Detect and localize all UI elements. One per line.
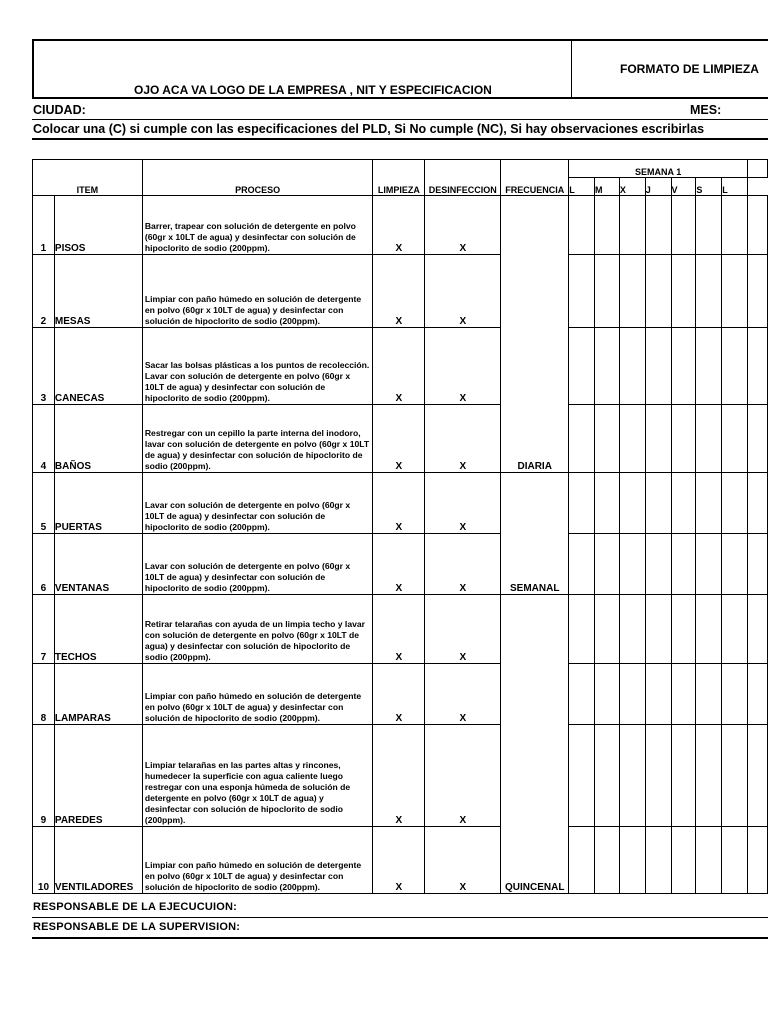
empty-cell [748,160,768,178]
check-cell[interactable] [619,405,645,473]
row-proceso-text: Retirar telarañas con ayuda de un limpia techo y lavar con solución de detergente en polvo (60gr x 10LT de agua) y desinfectar con solución de hipoclorito de sodio (200ppm). [144,619,366,662]
check-cell[interactable] [569,405,595,473]
row-limpieza: X [373,595,425,664]
row-proceso [142,255,373,328]
row-limpieza: X [373,473,425,534]
row-limpieza: X [373,534,425,595]
check-cell[interactable] [645,328,671,405]
check-cell[interactable] [671,827,696,894]
row-number: 8 [33,664,55,725]
check-cell[interactable] [619,196,645,255]
row-limpieza: X [373,827,425,894]
row-item: VENTANAS [54,534,142,595]
row-proceso-text: Lavar con solución de detergente en polvo (60gr x 10LT de agua) y desinfectar con solución de hipoclorito de sodio (200ppm). [144,500,351,532]
check-cell[interactable] [595,664,620,725]
check-cell[interactable] [748,534,768,595]
check-cell[interactable] [696,473,722,534]
check-cell[interactable] [619,255,645,328]
check-cell[interactable] [748,196,768,255]
row-proceso [142,595,373,664]
check-cell[interactable] [569,196,595,255]
check-cell[interactable] [748,827,768,894]
check-cell[interactable] [619,473,645,534]
row-proceso [142,473,373,534]
header-frecuencia: FRECUENCIA [501,160,569,196]
row-item: LAMPARAS [54,664,142,725]
row-limpieza: X [373,255,425,328]
table-row [33,196,768,255]
row-proceso-text: Limpiar con paño húmedo en solución de detergente en polvo (60gr x 10LT de agua) y desinfectar con solución de hipoclorito de sodio (200ppm). [144,860,362,892]
row-limpieza: X [373,405,425,473]
table-row [33,255,768,328]
row-proceso-text: Limpiar telarañas en las partes altas y rincones, humedecer la superficie con agua caliente luego restregar con una esponja húmeda de solución de detergente en polvo (60gr x 10LT de agua) y desinfectar con solución de hipoclorito de sodio (200ppm). [144,760,351,825]
row-desinfeccion: X [425,827,501,894]
row-desinfeccion: X [425,405,501,473]
mes-label: MES: [690,103,722,117]
row-proceso [142,196,373,255]
check-cell[interactable] [645,405,671,473]
table-row [33,595,768,664]
row-number: 10 [33,827,55,894]
check-cell[interactable] [748,664,768,725]
table-row [33,664,768,725]
row-number: 9 [33,725,55,827]
day-header: M [595,178,620,196]
row-proceso [142,827,373,894]
check-cell[interactable] [722,405,748,473]
frequency-semanal: SEMANAL [501,473,569,595]
check-cell[interactable] [748,473,768,534]
row-proceso-text: Sacar las bolsas plásticas a los puntos de recolección. Lavar con solución de detergente en polvo (60gr x 10LT de agua) y desinfectar con solución de hipoclorito de sodio (200ppm). [144,360,370,403]
day-header: S [696,178,722,196]
check-cell[interactable] [722,473,748,534]
check-cell[interactable] [671,196,696,255]
check-cell[interactable] [595,196,620,255]
row-proceso-text: Limpiar con paño húmedo en solución de detergente en polvo (60gr x 10LT de agua) y desinfectar con solución de hipoclorito de sodio (200ppm). [144,691,362,723]
header-limpieza: LIMPIEZA [373,160,425,196]
check-cell[interactable] [645,827,671,894]
header-desinfeccion: DESINFECCION [425,160,501,196]
check-cell[interactable] [671,595,696,664]
check-cell[interactable] [595,827,620,894]
check-cell[interactable] [696,725,722,827]
row-item: TECHOS [54,595,142,664]
table-row [33,725,768,827]
check-cell[interactable] [722,664,748,725]
divider [32,119,768,120]
logo-placeholder-text: OJO ACA VA LOGO DE LA EMPRESA , NIT Y ESPECIFICACION [134,83,492,97]
frequency-quincenal: QUINCENAL [501,595,569,894]
check-cell[interactable] [619,328,645,405]
row-item: MESAS [54,255,142,328]
row-desinfeccion: X [425,196,501,255]
header-proceso: PROCESO [142,160,373,196]
row-limpieza: X [373,196,425,255]
check-cell[interactable] [595,595,620,664]
row-proceso [142,534,373,595]
row-limpieza: X [373,664,425,725]
responsable-supervision-label: RESPONSABLE DE LA SUPERVISION: [33,921,241,933]
row-number: 5 [33,473,55,534]
check-cell[interactable] [569,664,595,725]
check-cell[interactable] [671,473,696,534]
day-header: V [671,178,696,196]
form-title: FORMATO DE LIMPIEZA [620,62,759,76]
table-row [33,827,768,894]
check-cell[interactable] [748,405,768,473]
check-cell[interactable] [696,328,722,405]
check-cell[interactable] [595,255,620,328]
row-proceso-text: Limpiar con paño húmedo en solución de detergente en polvo (60gr x 10LT de agua) y desinfectar con solución de hipoclorito de sodio (200ppm). [144,294,362,326]
row-desinfeccion: X [425,595,501,664]
check-cell[interactable] [748,328,768,405]
check-cell[interactable] [696,664,722,725]
day-header: X [619,178,645,196]
check-cell[interactable] [671,725,696,827]
divider [32,138,768,140]
row-number: 1 [33,196,55,255]
check-cell[interactable] [595,473,620,534]
check-cell[interactable] [722,196,748,255]
check-cell[interactable] [569,827,595,894]
check-cell[interactable] [569,595,595,664]
row-proceso [142,725,373,827]
check-cell[interactable] [696,255,722,328]
check-cell[interactable] [645,595,671,664]
row-proceso-text: Restregar con un cepillo la parte interna del inodoro, lavar con solución de detergente en polvo (60gr x 10LT de agua) y desinfectar con solución de hipoclorito de sodio (200ppm). [144,428,370,471]
check-cell[interactable] [722,827,748,894]
check-cell[interactable] [748,725,768,827]
check-cell[interactable] [595,725,620,827]
row-item: VENTILADORES [54,827,142,894]
check-cell[interactable] [619,725,645,827]
divider [32,937,768,939]
cleaning-schedule-table [32,159,768,894]
check-cell[interactable] [619,595,645,664]
ciudad-label: CIUDAD: [33,103,86,117]
check-cell[interactable] [696,827,722,894]
check-cell[interactable] [722,595,748,664]
check-cell[interactable] [595,405,620,473]
check-cell[interactable] [619,664,645,725]
row-number: 7 [33,595,55,664]
check-cell[interactable] [722,725,748,827]
row-proceso-text: Barrer, trapear con solución de detergente en polvo (60gr x 10LT de agua) y desinfectar con solución de hipoclorito de sodio (200ppm). [144,221,356,253]
check-cell[interactable] [696,196,722,255]
day-header: L [722,178,748,196]
row-proceso-text: Lavar con solución de detergente en polvo (60gr x 10LT de agua) y desinfectar con solución de hipoclorito de sodio (200ppm). [144,561,351,593]
check-cell[interactable] [595,534,620,595]
check-cell[interactable] [569,534,595,595]
check-cell[interactable] [671,328,696,405]
check-cell[interactable] [595,328,620,405]
check-cell[interactable] [671,405,696,473]
table-row [33,534,768,595]
check-cell[interactable] [722,534,748,595]
row-desinfeccion: X [425,534,501,595]
check-cell[interactable] [645,725,671,827]
row-limpieza: X [373,725,425,827]
check-cell[interactable] [696,405,722,473]
day-header: L [569,178,595,196]
row-desinfeccion: X [425,664,501,725]
day-header: J [645,178,671,196]
check-cell[interactable] [645,664,671,725]
check-cell[interactable] [645,196,671,255]
row-desinfeccion: X [425,328,501,405]
row-item: BAÑOS [54,405,142,473]
table-row [33,473,768,534]
frequency-diaria: DIARIA [501,196,569,473]
instructions-text: Colocar una (C) si cumple con las especificaciones del PLD, Si No cumple (NC), Si hay observaciones escribirlas [33,122,705,136]
row-limpieza: X [373,328,425,405]
check-cell[interactable] [696,595,722,664]
row-number: 6 [33,534,55,595]
check-cell[interactable] [569,255,595,328]
check-cell[interactable] [671,534,696,595]
row-proceso [142,328,373,405]
header-semana: SEMANA 1 [569,160,748,178]
table-row [33,328,768,405]
check-cell[interactable] [569,328,595,405]
check-cell[interactable] [671,664,696,725]
check-cell[interactable] [645,473,671,534]
row-item: PAREDES [54,725,142,827]
row-desinfeccion: X [425,725,501,827]
row-desinfeccion: X [425,473,501,534]
row-desinfeccion: X [425,255,501,328]
check-cell[interactable] [748,595,768,664]
check-cell[interactable] [645,534,671,595]
row-number: 2 [33,255,55,328]
row-proceso [142,664,373,725]
row-number: 3 [33,328,55,405]
check-cell[interactable] [569,473,595,534]
check-cell[interactable] [569,725,595,827]
row-item: PUERTAS [54,473,142,534]
check-cell[interactable] [645,255,671,328]
check-cell[interactable] [619,534,645,595]
divider [32,917,768,918]
row-item: CANECAS [54,328,142,405]
row-item: PISOS [54,196,142,255]
check-cell[interactable] [722,255,748,328]
row-number: 4 [33,405,55,473]
check-cell[interactable] [671,255,696,328]
check-cell[interactable] [619,827,645,894]
check-cell[interactable] [696,534,722,595]
check-cell[interactable] [722,328,748,405]
table-row [33,405,768,473]
responsable-ejecucion-label: RESPONSABLE DE LA EJECUCUION: [33,901,238,913]
row-proceso [142,405,373,473]
check-cell[interactable] [748,255,768,328]
header-item: ITEM [33,160,143,196]
